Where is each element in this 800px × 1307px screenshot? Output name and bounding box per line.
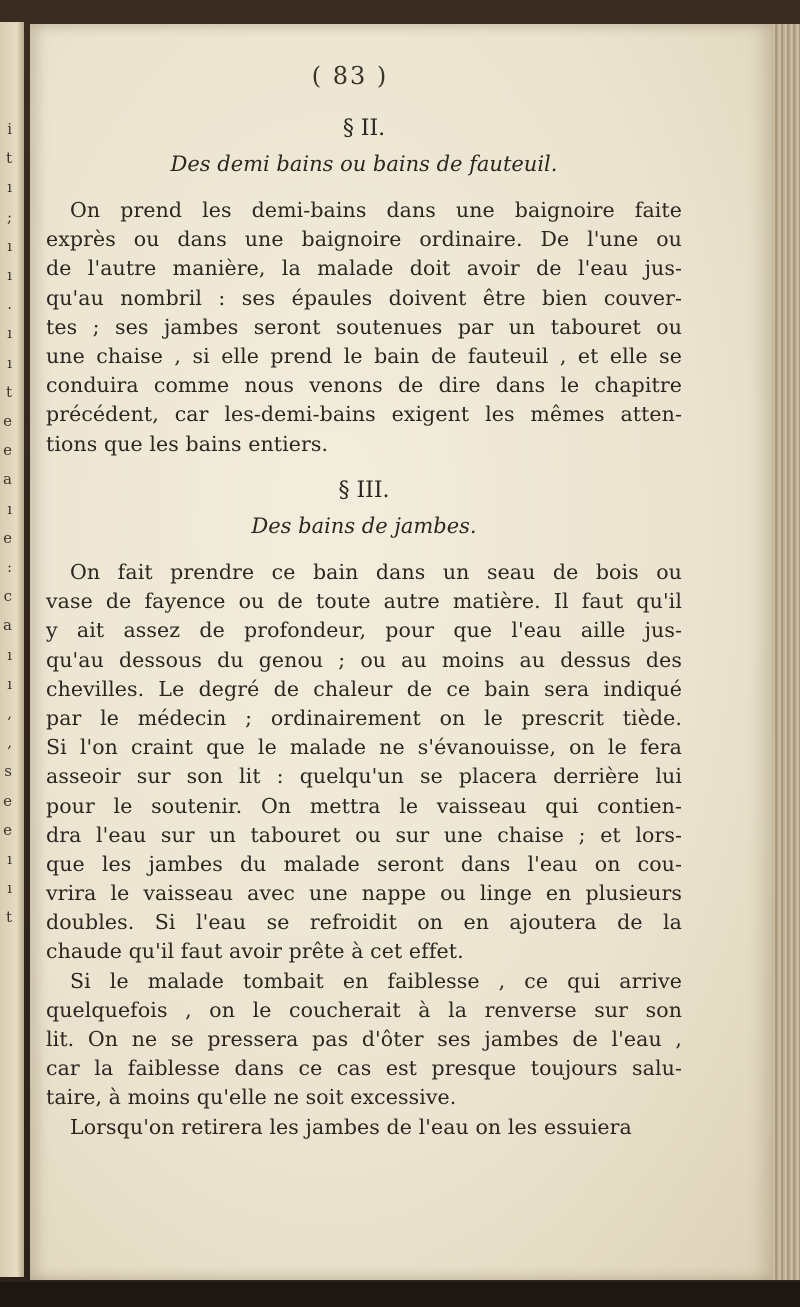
facing-page-fragment: t — [5, 382, 12, 401]
facing-page-fragment: e — [3, 791, 12, 810]
facing-page-fragment: ı — [7, 324, 12, 343]
facing-page-fragment: e — [3, 441, 12, 460]
facing-page-fragment: ı — [7, 236, 12, 255]
text-line: y ait assez de profondeur, pour que l'eau aille jus- — [46, 618, 682, 643]
paragraph — [46, 558, 682, 1142]
text-line: dra l'eau sur un tabouret ou sur une chaise ; et lors- — [46, 822, 682, 847]
section-heading: § II. — [342, 116, 386, 141]
text-line: doubles. Si l'eau se refroidit on en ajoutera de la — [46, 910, 682, 935]
text-line: Si le malade tombait en faiblesse , ce qui arrive — [70, 968, 682, 993]
section-heading: § III. — [338, 478, 390, 503]
book-cover-edge — [0, 1282, 800, 1307]
page-number: ( 83 ) — [311, 62, 389, 90]
text-line: exprès ou dans une baignoire ordinaire. De l'une ou — [46, 227, 682, 252]
facing-page-fragment: , — [7, 733, 12, 752]
text-line: chevilles. Le degré de chaleur de ce bain sera indiqué — [46, 676, 682, 701]
facing-page-fragment: : — [6, 558, 12, 576]
facing-page-fragment: ı — [7, 178, 12, 197]
facing-page-fragment: t — [5, 149, 12, 168]
text-line: qu'au nombril : ses épaules doivent être bien couver- — [46, 285, 682, 310]
text-line: une chaise , si elle prend le bain de fauteuil , et elle se — [46, 343, 682, 368]
facing-page-fragment: a — [3, 470, 12, 489]
text-line: On prend les demi-bains dans une baignoire faite — [70, 198, 682, 222]
text-line: vrira le vaisseau avec une nappe ou linge en plusieurs — [46, 881, 682, 906]
text-line: Lorsqu'on retirera les jambes de l'eau on les essuiera — [70, 1114, 632, 1139]
text-line: On fait prendre ce bain dans un seau de bois ou — [70, 560, 682, 584]
facing-page-fragment: t — [5, 908, 12, 927]
text-line: de l'autre manière, la malade doit avoir de l'eau jus- — [46, 256, 682, 281]
facing-page-fragment: ı — [7, 499, 12, 518]
facing-page-fragment: ; — [6, 207, 12, 226]
text-line: tions que les bains entiers. — [46, 431, 329, 456]
text-line: que les jambes du malade seront dans l'eau on cou- — [46, 851, 682, 876]
section-title: Des demi bains ou bains de fauteuil. — [170, 152, 558, 176]
text-line: chaude qu'il faut avoir prête à cet effet. — [46, 939, 464, 964]
facing-page-fragment: e — [3, 820, 12, 839]
facing-page-fragment: ı — [7, 879, 12, 898]
text-line: tes ; ses jambes seront soutenues par un tabouret ou — [46, 314, 682, 339]
text-line: taire, à moins qu'elle ne soit excessive. — [46, 1085, 457, 1110]
page-edges — [772, 24, 800, 1280]
text-line: vase de fayence ou de toute autre matière. Il faut qu'il — [46, 589, 682, 614]
text-line: car la faiblesse dans ce cas est presque toujours salu- — [46, 1056, 682, 1081]
text-line: par le médecin ; ordinairement on le prescrit tiède. — [46, 705, 682, 730]
text-line: précédent, car les-demi-bains exigent les mêmes atten- — [46, 402, 682, 427]
facing-page-fragment: . — [7, 295, 12, 314]
paragraph — [46, 196, 682, 459]
text-line: pour le soutenir. On mettra le vaisseau qui contien- — [46, 793, 682, 818]
text-line: asseoir sur son lit : quelqu'un se placera derrière lui — [46, 764, 682, 789]
facing-page-fragment: a — [3, 616, 12, 635]
text-line: quelquefois , on le coucherait à la renverse sur son — [46, 997, 682, 1022]
text-line: qu'au dessous du genou ; ou au moins au dessus des — [46, 647, 682, 672]
facing-page-fragment: , — [7, 704, 12, 722]
facing-page-fragment: ı — [7, 850, 12, 868]
facing-page-fragment: ı — [7, 353, 12, 372]
facing-page-fragment: ı — [7, 266, 12, 284]
facing-page-fragment: e — [3, 528, 12, 547]
facing-page-fragment: e — [3, 412, 12, 430]
facing-page-fragment: i — [7, 120, 12, 138]
facing-page-fragment: ı — [7, 674, 12, 693]
facing-page-fragment: s — [4, 762, 12, 781]
facing-page-edge — [0, 22, 24, 1277]
text-line: Si l'on craint que le malade ne s'évanouisse, on le fera — [46, 735, 682, 760]
text-line: lit. On ne se pressera pas d'ôter ses jambes de l'eau , — [46, 1027, 682, 1051]
facing-page-fragment: ı — [7, 645, 12, 664]
section-title: Des bains de jambes. — [251, 514, 477, 538]
facing-page-fragment: c — [3, 587, 12, 606]
text-line: conduira comme nous venons de dire dans le chapitre — [46, 373, 682, 398]
